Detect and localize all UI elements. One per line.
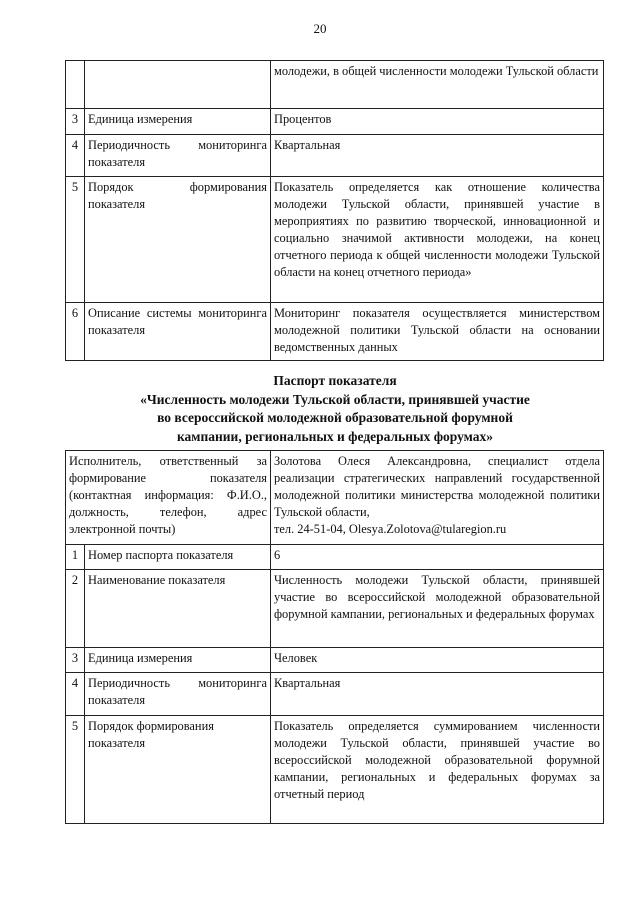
passport-subtitle-line: во всероссийской молодежной образовательной форумной <box>157 410 513 426</box>
table-row <box>66 61 604 109</box>
indicator-table-continued <box>65 60 604 361</box>
executor-value: Золотова Олеся Александровна, специалист отдела реализации стратегических направлений государственной молодежной политики министерства молодежной политики Тульской области, <box>274 454 600 519</box>
row-value: Квартальная <box>271 673 604 716</box>
row-label: Единица измерения <box>85 648 271 673</box>
row-number: 3 <box>66 109 85 135</box>
row-label: Наименование показателя <box>85 570 271 648</box>
row-number: 1 <box>66 545 85 570</box>
table-row <box>66 673 604 716</box>
executor-contact: тел. 24-51-04, Olesya.Zolotova@tularegion.ru <box>274 522 507 536</box>
passport-heading: Паспорт показателя <box>273 373 397 388</box>
row-number: 5 <box>66 716 85 824</box>
row-number: 6 <box>66 303 85 361</box>
row-label <box>85 61 271 109</box>
row-value: Показатель определяется как отношение количества молодежи Тульской области, принявшей участие в мероприятиях по развитию творческой, инновационной и социально значимой активности молодежи, на конец отчетного периода к общей численности молодежи Тульской области на конец отчетного периода» <box>271 177 604 303</box>
table-row <box>66 716 604 824</box>
row-number: 2 <box>66 570 85 648</box>
row-label: Периодичность мониторинга показателя <box>85 673 271 716</box>
passport-subtitle-line: кампании, региональных и федеральных форумах» <box>176 428 494 444</box>
row-label: Описание системы мониторинга показателя <box>85 303 271 361</box>
row-value: Показатель определяется суммированием численности молодежи Тульской области, принявшей участие во всероссийской молодежной образовательной форумной кампании, региональных и федеральных форумах за отчетный период <box>271 716 604 824</box>
indicator-passport-table <box>65 450 604 824</box>
row-label: Номер паспорта показателя <box>85 545 271 570</box>
executor-value-cell <box>271 451 604 545</box>
row-value: Квартальная <box>271 135 604 177</box>
table-row <box>66 570 604 648</box>
row-label: Порядок формирования показателя <box>85 716 271 824</box>
table-row <box>66 177 604 303</box>
row-value: Численность молодежи Тульской области, принявшей участие во всероссийской молодежной образовательной форумной кампании, региональных и федеральных форумах <box>271 570 604 648</box>
row-label: Периодичность мониторинга показателя <box>85 135 271 177</box>
row-value: 6 <box>271 545 604 570</box>
table-row <box>66 135 604 177</box>
table-row <box>66 648 604 673</box>
row-number: 3 <box>66 648 85 673</box>
passport-subtitle-line: «Численность молодежи Тульской области, принявшей участие <box>140 391 530 407</box>
row-value: молодежи, в общей численности молодежи Тульской области <box>271 61 604 109</box>
row-number: 4 <box>66 673 85 716</box>
row-label: Порядок формирования показателя <box>85 177 271 303</box>
row-value: Процентов <box>271 109 604 135</box>
executor-label: Исполнитель, ответственный за формирование показателя (контактная информация: Ф.И.О., должность, телефон, адрес электронной почты) <box>66 451 271 545</box>
passport-title <box>90 372 580 446</box>
page-number: 20 <box>313 21 327 36</box>
row-label: Единица измерения <box>85 109 271 135</box>
executor-row <box>66 451 604 545</box>
row-value: Человек <box>271 648 604 673</box>
row-number: 4 <box>66 135 85 177</box>
table-row <box>66 303 604 361</box>
row-value: Мониторинг показателя осуществляется министерством молодежной политики Тульской области на основании ведомственных данных <box>271 303 604 361</box>
table-row <box>66 545 604 570</box>
table-row <box>66 109 604 135</box>
row-number: 5 <box>66 177 85 303</box>
row-number <box>66 61 85 109</box>
